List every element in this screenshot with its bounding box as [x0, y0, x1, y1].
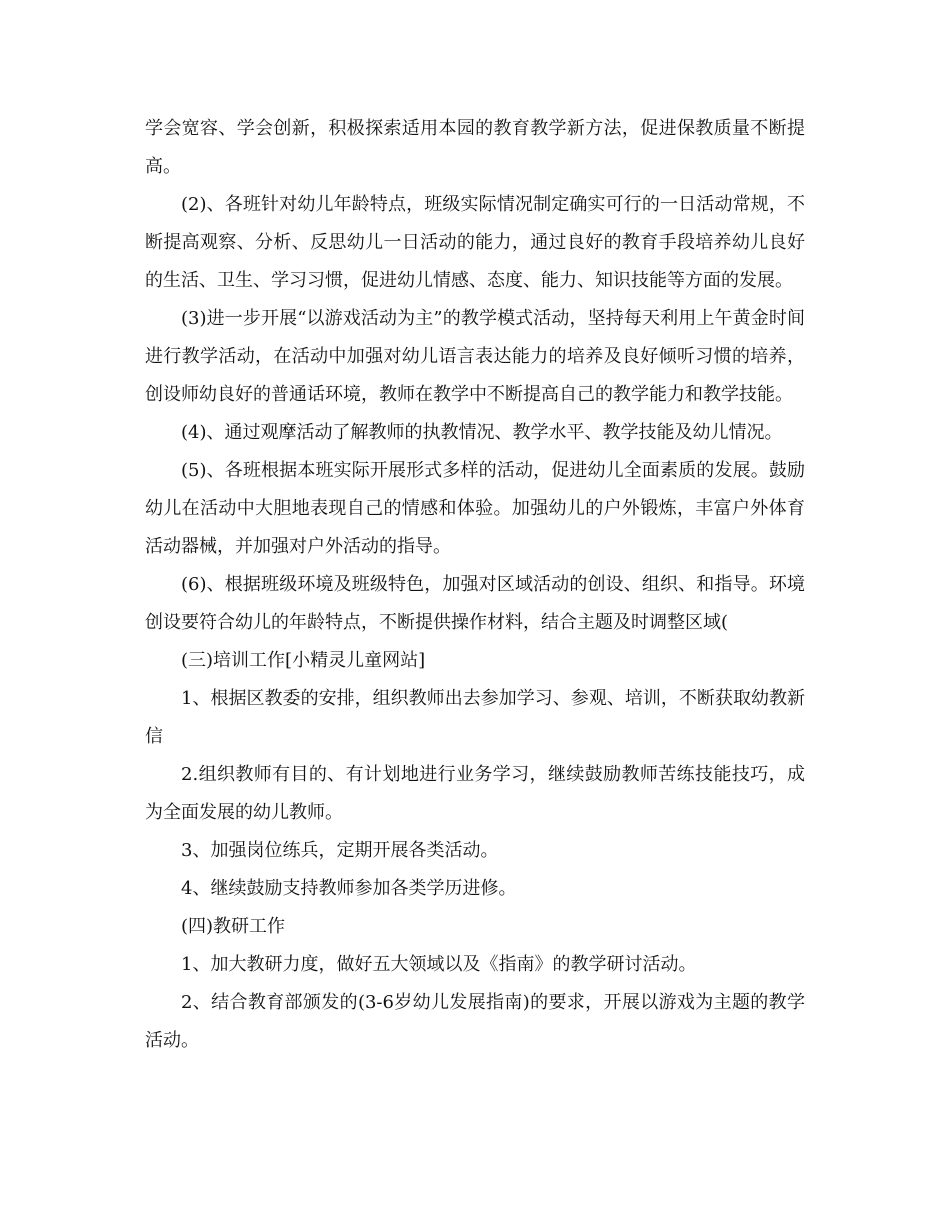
paragraph-4: (4)、通过观摩活动了解教师的执教情况、教学水平、教学技能及幼儿情况。 [181, 422, 783, 443]
paragraph-7: 1、根据区教委的安排，组织教师出去参加学习、参观、培训，不断获取幼教新信 [145, 688, 805, 747]
document-body [145, 110, 805, 1060]
section-heading-training: (三)培训工作[小精灵儿童网站] [181, 650, 426, 671]
paragraph-8: 2.组织教师有目的、有计划地进行业务学习，继续鼓励教师苦练技能技巧，成为全面发展的幼儿教师。 [145, 764, 805, 823]
paragraph-6: (6)、根据班级环境及班级特色，加强对区域活动的创设、组织、和指导。环境创设要符合幼儿的年龄特点，不断提供操作材料，结合主题及时调整区域( [145, 574, 805, 633]
paragraph-5: (5)、各班根据本班实际开展形式多样的活动，促进幼儿全面素质的发展。鼓励幼儿在活动中大胆地表现自己的情感和体验。加强幼儿的户外锻炼，丰富户外体育活动器械，并加强对户外活动的指导。 [145, 460, 805, 557]
paragraph-12: 2、结合教育部颁发的(3-6岁幼儿发展指南)的要求，开展以游戏为主题的教学活动。 [145, 992, 805, 1051]
section-heading-research: (四)教研工作 [181, 916, 286, 937]
paragraph-9: 3、加强岗位练兵，定期开展各类活动。 [181, 840, 499, 861]
paragraph-11: 1、加大教研力度，做好五大领域以及《指南》的教学研讨活动。 [181, 954, 697, 975]
paragraph-3: (3)进一步开展“以游戏活动为主”的教学模式活动，坚持每天利用上午黄金时间进行教学活动，在活动中加强对幼儿语言表达能力的培养及良好倾听习惯的培养，创设师幼良好的普通话环境，教师在教学中不断提高自己的教学能力和教学技能。 [145, 308, 805, 405]
paragraph-1: 学会宽容、学会创新，积极探索适用本园的教育教学新方法，促进保教质量不断提高。 [145, 118, 805, 177]
paragraph-2: (2)、各班针对幼儿年龄特点，班级实际情况制定确实可行的一日活动常规，不断提高观察、分析、反思幼儿一日活动的能力，通过良好的教育手段培养幼儿良好的生活、卫生、学习习惯，促进幼儿情感、态度、能力、知识技能等方面的发展。 [145, 194, 805, 291]
paragraph-10: 4、继续鼓励支持教师参加各类学历进修。 [181, 878, 517, 899]
